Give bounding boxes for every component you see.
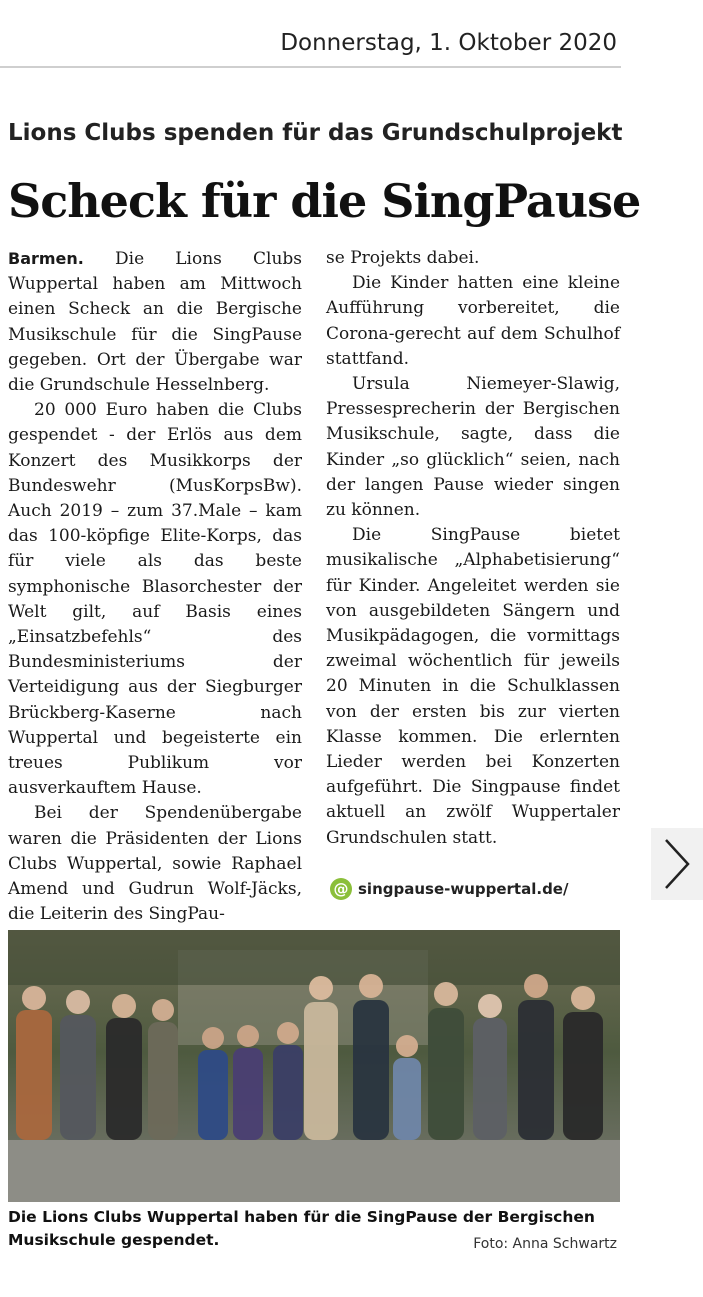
- issue-date: Donnerstag, 1. Oktober 2020: [280, 30, 617, 56]
- article-paragraph: 20 000 Euro haben die Clubs gespendet - der Erlös aus dem Konzert des Musikkorps der Bundeswehr (MusKorpsBw). Auch 2019 – zum 37.Male – kam das 100-köpfige Elite-Korps, das für viele als das beste symphonische Blasorchester der Welt gilt, auf Basis eines „Einsatzbefehls“ des Bundesministeriums der Verteidigung aus der Siegburger Brückberg-Kaserne nach Wuppertal und begeisterte ein treues Publikum vor ausverkauftem Hause.: [8, 400, 302, 799]
- web-link[interactable]: [330, 878, 568, 900]
- article-paragraph: Die Kinder hatten eine kleine Aufführung vorbereitet, die Corona-gerecht auf dem Schulhof stattfand.: [326, 273, 620, 369]
- article-column-left: [8, 246, 302, 927]
- article-paragraph: Ursula Niemeyer-Slawig, Pressesprecherin der Bergischen Musikschule, sagte, dass die Kinder „so glücklich“ seien, nach der langen Pause wieder singen zu können.: [326, 374, 620, 521]
- next-page-button[interactable]: [651, 828, 703, 900]
- article-headline: Scheck für die SingPause: [8, 174, 641, 228]
- paragraph-text: Die Lions Clubs Wuppertal haben am Mittwoch einen Scheck an die Bergische Musikschule für die SingPause gegeben. Ort der Übergabe war die Grundschule Hesselnberg.: [8, 249, 302, 396]
- header-divider: [0, 66, 621, 68]
- photo-credit: Foto: Anna Schwartz: [473, 1236, 617, 1252]
- article-paragraph: se Projekts dabei.: [326, 248, 480, 268]
- article-paragraph: [8, 246, 302, 398]
- web-link-url[interactable]: singpause-wuppertal.de/: [358, 880, 569, 898]
- article-paragraph: Bei der Spendenübergabe waren die Präsidenten der Lions Clubs Wuppertal, sowie Raphael Amend und Gudrun Wolf-Jäcks, die Leiterin des SingPau-: [8, 803, 302, 925]
- photo-caption: Die Lions Clubs Wuppertal haben für die SingPause der Bergischen Musikschule gespendet.: [8, 1208, 595, 1249]
- chevron-right-icon: [662, 836, 692, 892]
- at-icon: @: [330, 878, 352, 900]
- article-paragraph: Die SingPause bietet musikalische „Alphabetisierung“ für Kinder. Angeleitet werden sie von ausgebildeten Sängern und Musikpädagogen, die vormittags zweimal wöchentlich für jeweils 20 Minuten in die Schulklassen von der ersten bis zur vierten Klasse kommen. Die erlernten Lieder werden bei Konzerten aufgeführt. Die Singpause findet aktuell an zwölf Wuppertaler Grundschulen statt.: [326, 525, 620, 848]
- article-column-right: [326, 246, 620, 851]
- article-kicker: Lions Clubs spenden für das Grundschulprojekt: [8, 120, 623, 146]
- group-photo: [8, 930, 620, 1202]
- dateline-location: Barmen.: [8, 249, 84, 268]
